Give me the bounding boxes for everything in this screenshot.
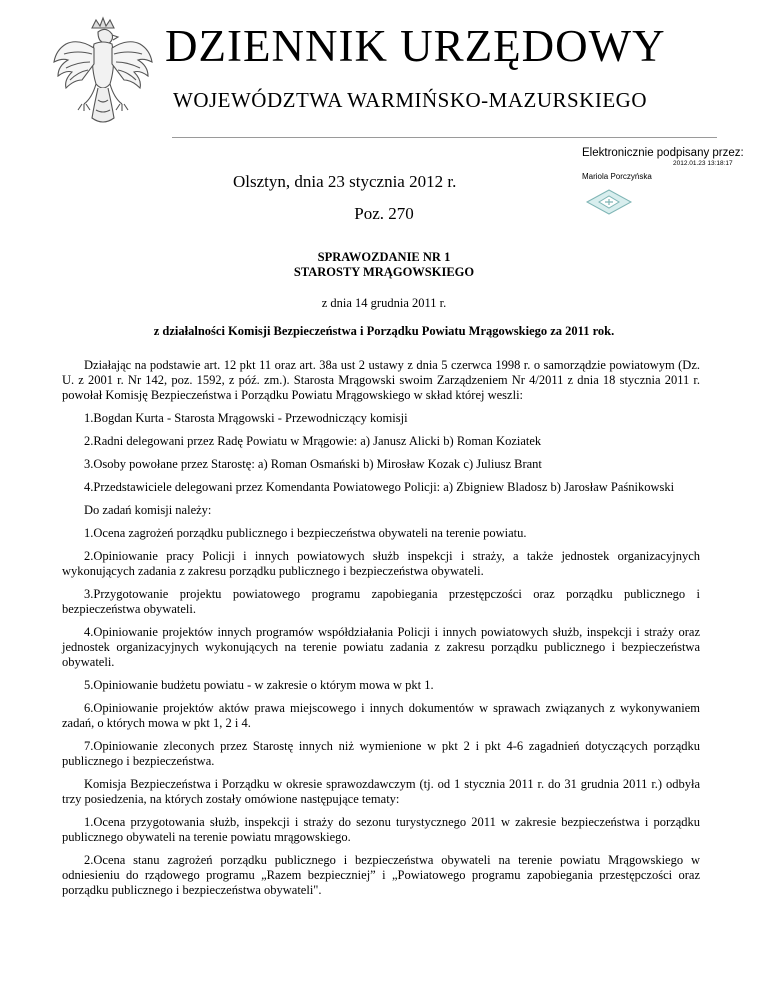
paragraph-intro: Działając na podstawie art. 12 pkt 11 oraz art. 38a ust 2 ustawy z dnia 5 czerwca 1998 r. o samorządzie powiatowym (Dz. U. z 2001 r. Nr 142, poz. 1592, z póź. zm.). Starosta Mrągowski swoim Zarządzeniem Nr 4/2011 z dnia 18 stycznia 2011 r. powołał Komisję Bezpieczeństwa i Porządku Powiatu Mrągowskiego w skład której weszli:	[62, 358, 700, 402]
journal-title: DZIENNIK URZĘDOWY	[165, 21, 666, 71]
paragraph-meetings: Komisja Bezpieczeństwa i Porządku w okresie sprawozdawczym (tj. od 1 stycznia 2011 r. do 31 grudnia 2011 r.) odbyła trzy posiedzenia, na których zostały omówione następujące tematy:	[62, 777, 700, 806]
task-item: 7.Opiniowanie zleconych przez Starostę innych niż wymienione w pkt 2 i pkt 4-6 zagadnień dotyczących porządku publicznego i bezpieczeństwa.	[62, 739, 700, 768]
report-date: z dnia 14 grudnia 2011 r.	[321, 296, 447, 310]
header-divider	[172, 137, 717, 138]
member-item: 4.Przedstawiciele delegowani przez Komendanta Powiatowego Policji: a) Zbigniew Bladosz b) Jarosław Paśnikowski	[84, 480, 675, 494]
report-title	[0, 250, 768, 280]
report-title-line1: SPRAWOZDANIE NR 1	[317, 250, 451, 264]
signature-signer: Mariola Porczyńska	[582, 172, 652, 181]
place-and-date: Olsztyn, dnia 23 stycznia 2012 r.	[233, 172, 457, 191]
task-item: 6.Opiniowanie projektów aktów prawa miejscowego i innych dokumentów w sprawach związanych z wykonywaniem zadań, o których mowa w pkt 1, 2 i 4.	[62, 701, 700, 730]
task-item: 2.Opiniowanie pracy Policji i innych powiatowych służb inspekcji i straży, a także jednostek organizacyjnych wykonujących zadania z zakresu porządku publicznego i bezpieczeństwa obywateli.	[62, 549, 700, 578]
tasks-heading: Do zadań komisji należy:	[84, 503, 212, 517]
report-title-line2: STAROSTY MRĄGOWSKIEGO	[293, 265, 475, 279]
task-item: 5.Opiniowanie budżetu powiatu - w zakresie o którym mowa w pkt 1.	[84, 678, 434, 692]
topic-item: 1.Ocena przygotowania służb, inspekcji i straży do sezonu turystycznego 2011 w zakresie bezpieczeństwa i porządku publicznego obywateli na terenie powiatu mrągowskiego.	[62, 815, 700, 844]
signature-label: Elektronicznie podpisany przez:	[582, 147, 744, 159]
document-body	[62, 358, 700, 906]
member-item: 2.Radni delegowani przez Radę Powiatu w Mrągowie: a) Janusz Alicki b) Roman Koziatek	[84, 434, 542, 448]
journal-subtitle: WOJEWÓDZTWA WARMIŃSKO-MAZURSKIEGO	[173, 88, 647, 112]
report-subject: z działalności Komisji Bezpieczeństwa i Porządku Powiatu Mrągowskiego za 2011 rok.	[153, 324, 615, 338]
task-item: 3.Przygotowanie projektu powiatowego programu zapobiegania przestępczości oraz porządku publicznego i bezpieczeństwa obywateli.	[62, 587, 700, 616]
task-item: 1.Ocena zagrożeń porządku publicznego i bezpieczeństwa obywateli na terenie powiatu.	[84, 526, 527, 540]
signature-timestamp: 2012.01.23 13:18:17	[673, 160, 733, 167]
member-item: 1.Bogdan Kurta - Starosta Mrągowski - Przewodniczący komisji	[84, 411, 408, 425]
task-item: 4.Opiniowanie projektów innych programów współdziałania Policji i innych powiatowych służb, inspekcji i straży oraz jednostek organizacyjnych wykonujących na terenie powiatu zadania z zakresu porządku publicznego i bezpieczeństwa obywateli.	[62, 625, 700, 669]
topic-item: 2.Ocena stanu zagrożeń porządku publicznego i bezpieczeństwa obywateli na terenie powiatu Mrągowskiego w odniesieniu do rządowego programu „Razem bezpieczniej” i „Powiatowego programu zapobiegania przestępczości oraz porządku publicznego i bezpieczeństwa obywateli".	[62, 853, 700, 897]
position-number: Poz. 270	[354, 204, 414, 223]
member-item: 3.Osoby powołane przez Starostę: a) Roman Osmański b) Mirosław Kozak c) Juliusz Brant	[84, 457, 542, 471]
polish-eagle-emblem-icon	[48, 14, 158, 132]
